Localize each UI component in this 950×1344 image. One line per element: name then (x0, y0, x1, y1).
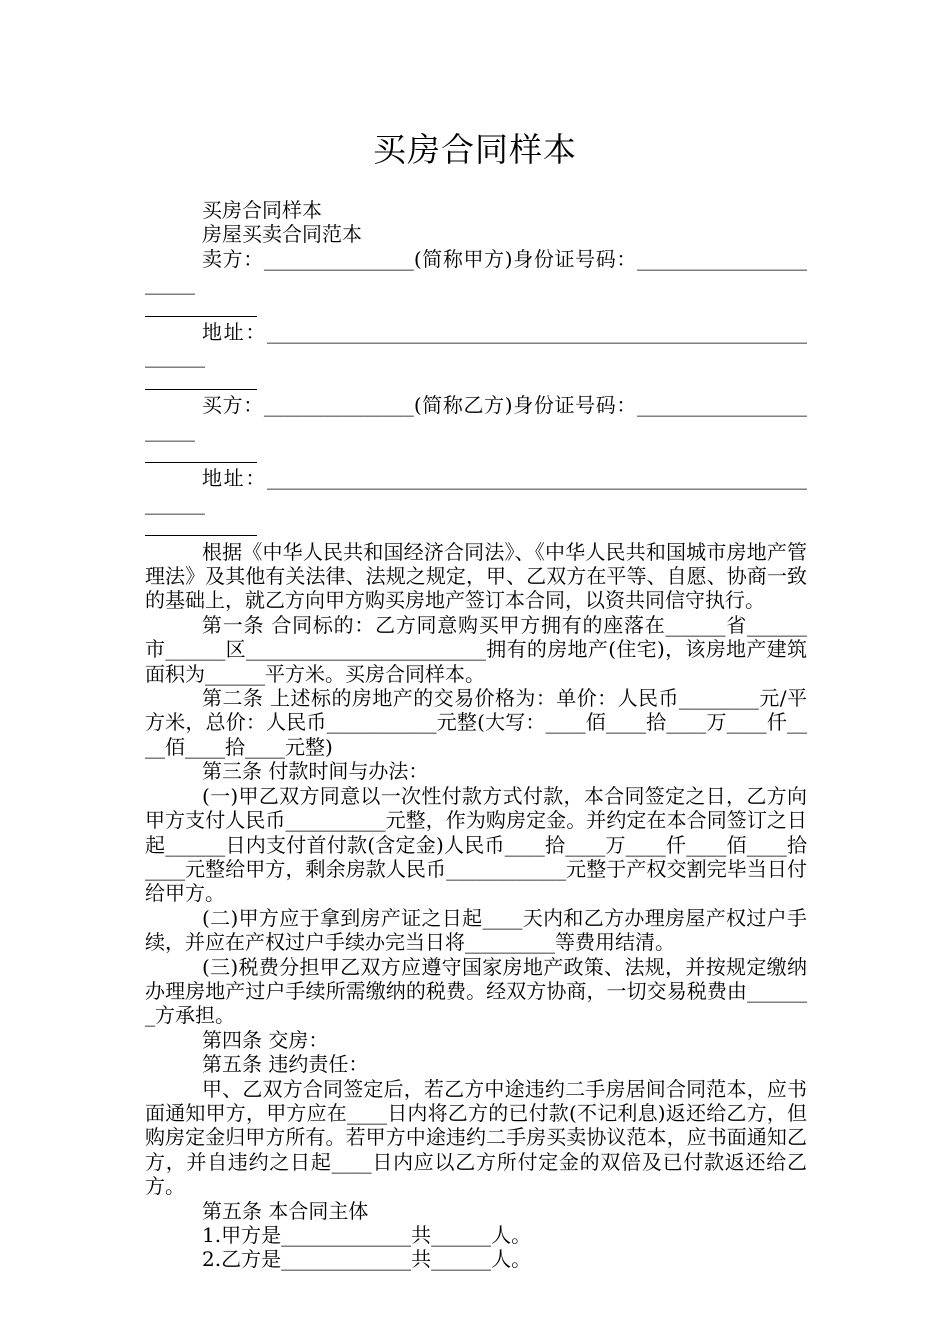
paragraph: 第五条 违约责任： (202, 1052, 369, 1077)
paragraph: 地址：____________________________________________________________ (145, 320, 807, 369)
paragraph: 第四条 交房： (202, 1027, 329, 1052)
document-title: 买房合同样本 (373, 130, 577, 169)
paragraph: 第五条 本合同主体 (202, 1198, 369, 1223)
paragraph (145, 442, 807, 466)
paragraph: 第三条 付款时间与办法： (202, 759, 429, 784)
paragraph: 房屋买卖合同范本 (202, 222, 362, 247)
paragraph (145, 296, 807, 320)
document-body (145, 198, 807, 1272)
paragraph: 2.乙方是_____________共______人。 (202, 1247, 532, 1272)
paragraph: 地址：____________________________________________________________ (145, 466, 807, 515)
paragraph: 卖方：_______________(简称甲方)身份证号码：______________________ (145, 246, 807, 296)
paragraph: 根据《中华人民共和国经济合同法》、《中华人民共和国城市房地产管理法》及其他有关法律、法规之规定，甲、乙双方在平等、自愿、协商一致的基础上，就乙方向甲方购买房地产签订本合同，以资共同信守执行。 (145, 539, 807, 613)
paragraph (145, 515, 807, 539)
paragraph: (三)税费分担甲乙双方应遵守国家房地产政策、法规，并按规定缴纳办理房地产过户手续所需缴纳的税费。经双方协商，一切交易税费由_______方承担。 (145, 954, 807, 1028)
paragraph: 第一条 合同标的：乙方同意购买甲方拥有的座落在______省______市______区________________________拥有的房地产(住宅)，该房地产建筑面积为______平方米。买房合同样本。 (145, 612, 807, 686)
paragraph: 1.甲方是_____________共______人。 (202, 1223, 532, 1247)
paragraph: 第二条 上述标的房地产的交易价格为：单价：人民币________元/平方米，总价：人民币___________元整(大写：____佰____拾____万____仟____佰____拾____元整) (145, 686, 807, 759)
paragraph: (一)甲乙双方同意以一次性付款方式付款，本合同签定之日，乙方向甲方支付人民币__________元整，作为购房定金。并约定在本合同签订之日起______日内支付首付款(含定金)人民币____拾____万____仟____佰____拾____元整给甲方，剩余房款人民币____________元整于产权交割完毕当日付给甲方。 (145, 783, 807, 906)
paragraph: 甲、乙双方合同签定后，若乙方中途违约二手房居间合同范本，应书面通知甲方，甲方应在____日内将乙方的已付款(不记利息)返还给乙方，但购房定金归甲方所有。若甲方中途违约二手房买卖协议范本，应书面通知乙方，并自违约之日起____日内应以乙方所付定金的双倍及已付款返还给乙方。 (145, 1076, 807, 1199)
paragraph: 买方：_______________(简称乙方)身份证号码：______________________ (145, 393, 807, 442)
paragraph: 买房合同样本 (202, 198, 322, 222)
paragraph: (二)甲方应于拿到房产证之日起____天内和乙方办理房屋产权过户手续，并应在产权过户手续办完当日将_________等费用结清。 (145, 905, 807, 955)
paragraph (145, 369, 807, 393)
